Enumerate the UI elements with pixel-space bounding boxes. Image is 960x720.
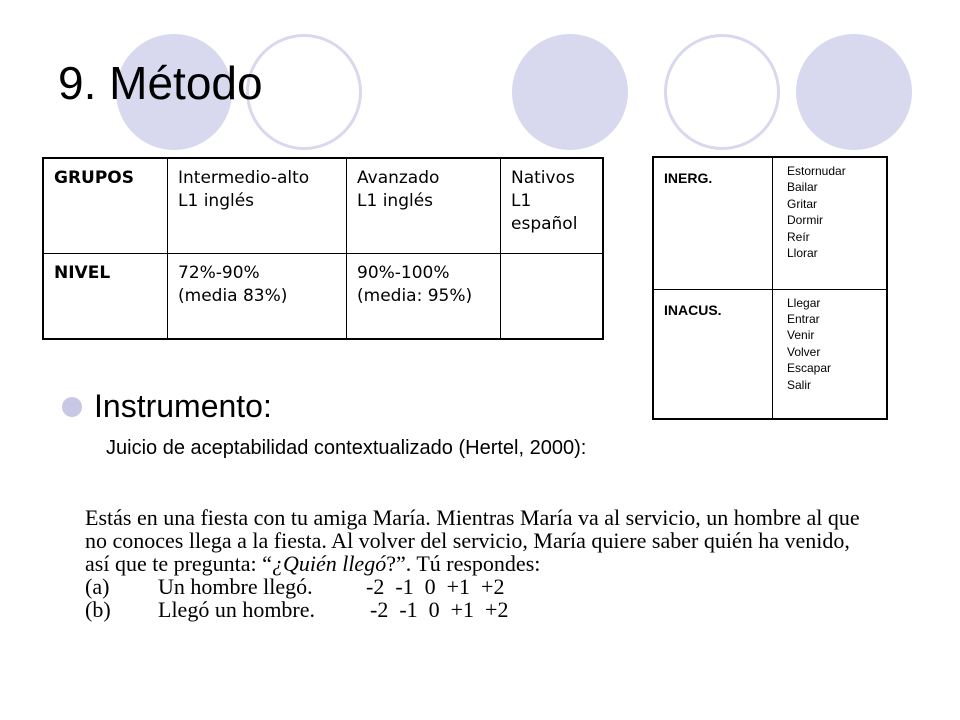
verb-item: Gritar (787, 196, 817, 211)
option-scale: -2 -1 0 +1 +2 (370, 597, 509, 622)
table-cell: Intermedio-alto L1 inglés (168, 158, 347, 254)
example-block (85, 506, 860, 621)
decor-circle-filled-2 (512, 34, 628, 150)
example-context-line: Estás en una fiesta con tu amiga María. Mientras María va al servicio, un hombre al que (85, 505, 860, 530)
slide-title: 9. Método (58, 57, 263, 109)
verb-item: Venir (787, 328, 815, 343)
verb-item: Estornudar (787, 164, 846, 178)
example-option-b (85, 598, 860, 621)
table-cell: NIVEL (43, 254, 168, 340)
verb-item: Entrar (787, 311, 820, 326)
table-cell: 72%-90% (media 83%) (168, 254, 347, 340)
bullet-heading: Instrumento: (94, 388, 272, 424)
option-text: Llegó un hombre. (158, 597, 316, 622)
bullet-subtext: Juicio de aceptabilidad contextualizado (Hertel, 2000): (106, 437, 587, 459)
inerg-verb-list (773, 157, 888, 289)
verb-item: Llegar (787, 295, 821, 310)
verb-item: Reír (787, 229, 810, 244)
verb-item: Dormir (787, 213, 823, 228)
bullet-circle-icon (62, 397, 82, 417)
table-row (653, 157, 887, 289)
question-suffix: ?”. Tú respondes: (386, 551, 541, 576)
table-cell: GRUPOS (43, 158, 168, 254)
table-cell: Nativos L1 español (501, 158, 604, 254)
table-cell: 90%-100% (media: 95%) (347, 254, 501, 340)
verb-item: Volver (787, 344, 821, 359)
example-context-line: no conoces llega a la fiesta. Al volver del servicio, María quiere saber quién ha venido, (85, 528, 850, 553)
option-label: (a) (85, 574, 110, 599)
verb-item: Salir (787, 377, 812, 392)
decor-circle-ring-1 (246, 34, 362, 150)
option-scale: -2 -1 0 +1 +2 (366, 574, 505, 599)
table-row (43, 158, 603, 254)
verb-item: Escapar (787, 361, 832, 376)
question-prefix: así que te pregunta: “ (85, 551, 272, 576)
option-label: (b) (85, 597, 111, 622)
table-row (653, 289, 887, 419)
decor-circle-ring-2 (664, 34, 780, 150)
groups-table (42, 157, 604, 340)
verb-item: Bailar (787, 180, 818, 195)
verb-item: Llorar (787, 246, 818, 261)
inacus-label: INACUS. (653, 289, 773, 419)
question-text: ¿Quién llegó (271, 551, 387, 576)
example-option-a (85, 575, 860, 598)
decor-circle-filled-3 (796, 34, 912, 150)
option-text: Un hombre llegó. (158, 574, 313, 599)
table-cell (501, 254, 604, 340)
verbs-table (652, 156, 888, 420)
inerg-label: INERG. (653, 157, 773, 289)
table-row (43, 254, 603, 340)
example-question-line (85, 552, 860, 575)
inacus-verb-list (773, 289, 888, 419)
table-cell: Avanzado L1 inglés (347, 158, 501, 254)
